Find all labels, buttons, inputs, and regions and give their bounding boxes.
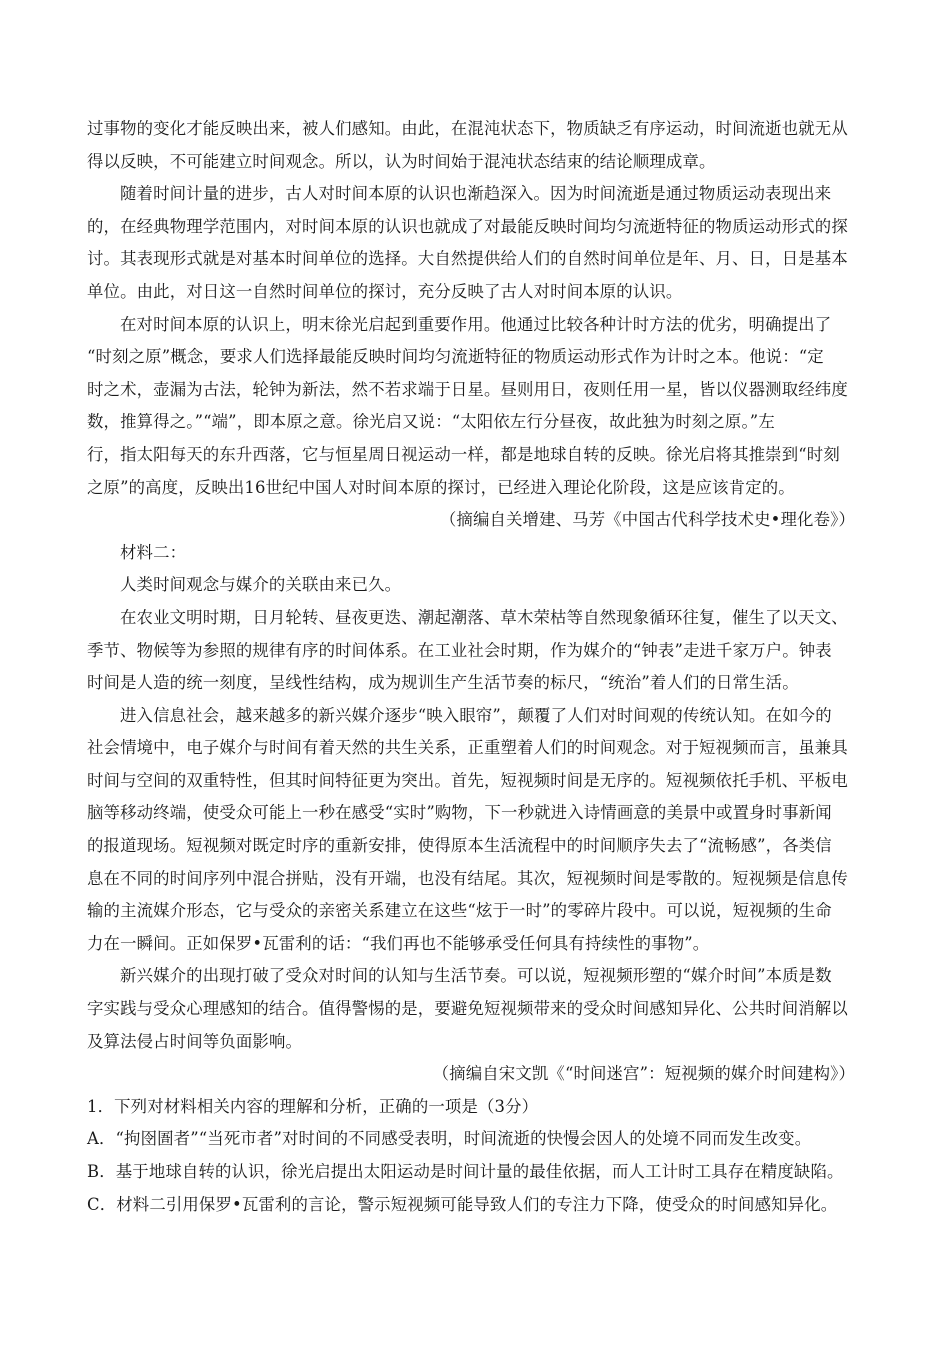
text-line: 息在不同的时间序列中混合拼贴，没有开端，也没有结尾。其次，短视频时间是零散的。短视频是信息传 [87, 868, 848, 888]
text-line: 在农业文明时期，日月轮转、昼夜更迭、潮起潮落、草木荣枯等自然现象循环往复，催生了以天文、 [120, 607, 848, 627]
text-line: 过事物的变化才能反映出来，被人们感知。由此，在混沌状态下，物质缺乏有序运动，时间流逝也就无从 [87, 119, 848, 138]
text-line: 人类时间观念与媒介的关联由来已久。 [120, 575, 402, 595]
text-line: 单位。由此，对日这一自然时间单位的探讨，充分反映了古人对时间本原的认识。 [87, 281, 683, 301]
text-line: 行，指太阳每天的东升西落，它与恒星周日视运动一样，都是地球自转的反映。徐光启将其推崇到“时刻 [87, 444, 840, 464]
text-line: “时刻之原”概念，要求人们选择最能反映时间均匀流逝特征的物质运动形式作为计时之本。他说：“定 [87, 347, 824, 367]
text-line: 季节、物候等为参照的规律有序的时间体系。在工业社会时期，作为媒介的“钟表”走进千家万户。钟表 [87, 640, 832, 660]
source-citation: （摘编自宋文凯《“时间迷宫”：短视频的媒介时间建构》） [432, 1064, 855, 1084]
text-line: 在对时间本原的认识上，明末徐光启起到重要作用。他通过比较各种计时方法的优劣，明确提出了 [120, 314, 832, 334]
text-line: 力在一瞬间。正如保罗•瓦雷利的话：“我们再也不能够承受任何具有持续性的事物”。 [87, 933, 710, 953]
text-line: 的，在经典物理学范围内，对时间本原的认识也就成了对最能反映时间均匀流逝特征的物质运动形式的探 [87, 216, 848, 236]
text-line: 时之术，壶漏为古法，轮钟为新法，然不若求端于日星。昼则用日，夜则任用一星，皆以仪器测取经纬度 [87, 379, 848, 399]
source-citation: （摘编自关增建、马芳《中国古代科学技术史•理化卷》） [439, 510, 855, 530]
text-line: 时间与空间的双重特性，但其时间特征更为突出。首先，短视频时间是无序的。短视频依托手机、平板电 [87, 770, 848, 790]
text-line: C．材料二引用保罗•瓦雷利的言论，警示短视频可能导致人们的专注力下降，使受众的时间感知异化。 [87, 1194, 838, 1214]
text-line: 社会情境中，电子媒介与时间有着天然的共生关系，正重塑着人们的时间观念。对于短视频而言，虽兼具 [87, 738, 848, 758]
text-line: 讨。其表现形式就是对基本时间单位的选择。大自然提供给人们的自然时间单位是年、月、日，日是基本 [87, 249, 848, 269]
text-line: 的报道现场。短视频对既定时序的重新安排，使得原本生活流程中的时间顺序失去了“流畅感”，各类信 [87, 836, 832, 856]
text-line: 之原”的高度，反映出16世纪中国人对时间本原的探讨，已经进入理论化阶段，这是应该肯定的。 [87, 477, 795, 497]
text-line: 及算法侵占时间等负面影响。 [87, 1031, 303, 1051]
text-line: 1．下列对材料相关内容的理解和分析，正确的一项是（3分） [87, 1096, 539, 1116]
text-line: 得以反映，不可能建立时间观念。所以，认为时间始于混沌状态结束的结论顺理成章。 [87, 151, 716, 171]
text-line: 随着时间计量的进步，古人对时间本原的认识也渐趋深入。因为时间流逝是通过物质运动表现出来 [120, 184, 832, 204]
text-line: 数，推算得之。”“端”，即本原之意。徐光启又说：“太阳依左行分昼夜，故此独为时刻之原。”左 [87, 412, 775, 432]
text-line: B．基于地球自转的认识，徐光启提出太阳运动是时间计量的最佳依据，而人工计时工具存在精度缺陷。 [87, 1162, 844, 1181]
document-page [87, 113, 867, 1221]
text-line: 脑等移动终端，使受众可能上一秒在感受“实时”购物，下一秒就进入诗情画意的美景中或置身时事新闻 [87, 803, 832, 823]
text-line: A．“拘囹圄者”“当死市者”对时间的不同感受表明，时间流逝的快慢会因人的处境不同而发生改变。 [87, 1129, 812, 1149]
text-line: 进入信息社会，越来越多的新兴媒介逐步“映入眼帘”，颠覆了人们对时间观的传统认知。在如今的 [120, 705, 832, 725]
text-line: 新兴媒介的出现打破了受众对时间的认知与生活节奏。可以说，短视频形塑的“媒介时间”本质是数 [120, 966, 832, 986]
text-line: 材料二： [120, 542, 187, 562]
text-line: 输的主流媒介形态，它与受众的亲密关系建立在这些“炫于一时”的零碎片段中。可以说，短视频的生命 [87, 901, 832, 921]
text-line: 时间是人造的统一刻度，呈线性结构，成为规训生产生活节奏的标尺，“统治”着人们的日常生活。 [87, 673, 799, 693]
text-line: 字实践与受众心理感知的结合。值得警惕的是，要避免短视频带来的受众时间感知异化、公共时间消解以 [87, 999, 848, 1019]
